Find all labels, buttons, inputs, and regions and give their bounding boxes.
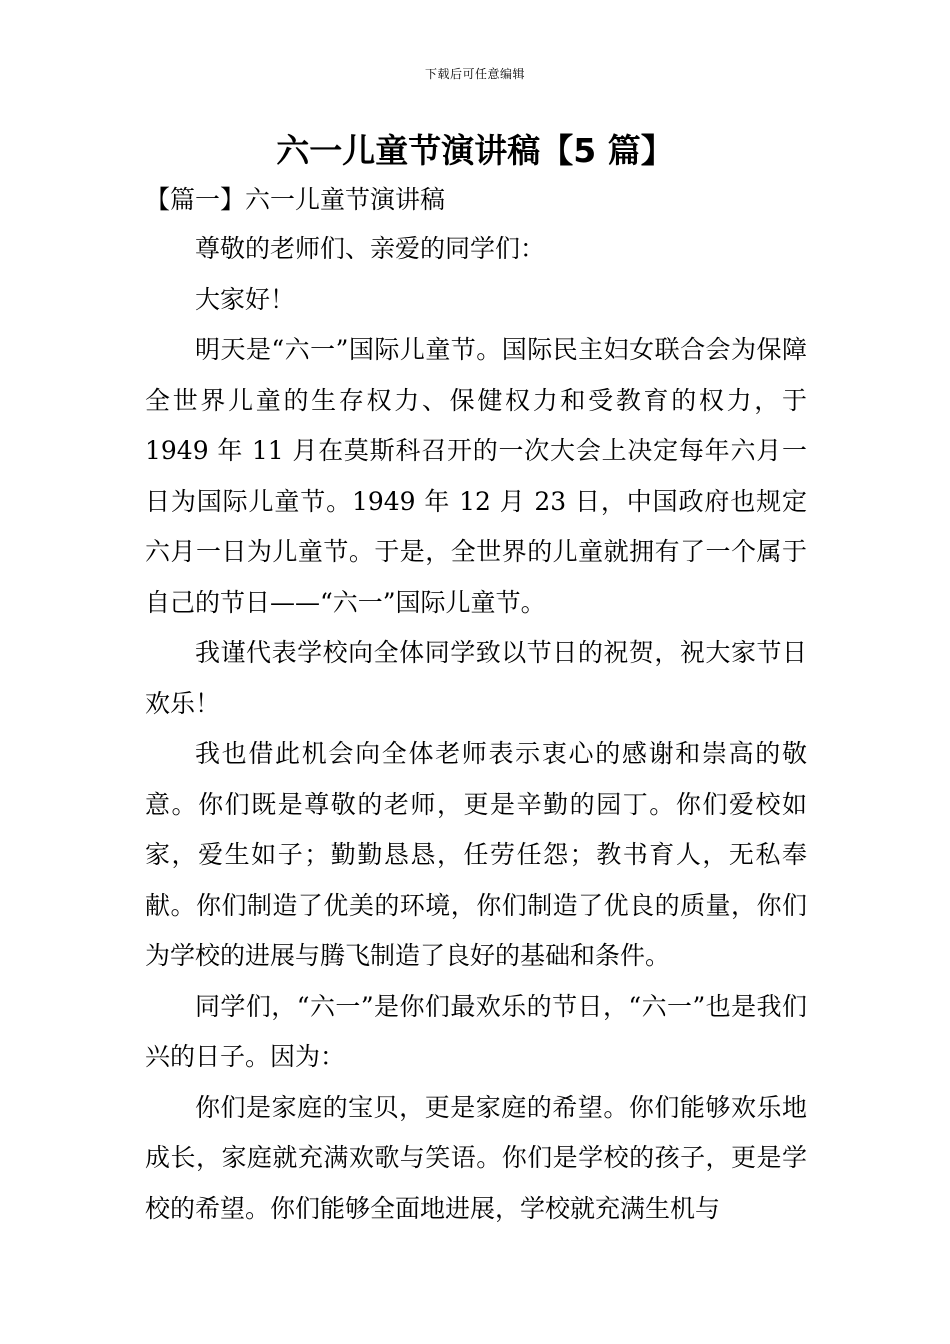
document-title: 六一儿童节演讲稿【5 篇】 <box>276 131 674 170</box>
body-text <box>145 224 807 1234</box>
paragraph: 尊敬的老师们、亲爱的同学们： <box>195 234 546 263</box>
header-note: 下载后可任意编辑 <box>424 67 525 81</box>
paragraph: 我谨代表学校向全体同学致以节日的祝贺，祝大家节日欢乐！ <box>145 638 807 718</box>
paragraph: 你们是家庭的宝贝，更是家庭的希望。你们能够欢乐地成长，家庭就充满欢歌与笑语。你们是学校的孩子，更是学校的希望。你们能够全面地进展，学校就充满生机与 <box>145 1092 807 1223</box>
paragraph: 我也借此机会向全体老师表示衷心的感谢和崇高的敬意。你们既是尊敬的老师，更是辛勤的园丁。你们爱校如家，爱生如子；勤勤恳恳，任劳任怨；教书育人，无私奉献。你们制造了优美的环境，你们制造了优良的质量，你们为学校的进展与腾飞制造了良好的基础和条件。 <box>145 739 807 970</box>
paragraph: 明天是“六一”国际儿童节。国际民主妇女联合会为保障全世界儿童的生存权力、保健权力和受教育的权力，于 1949 年 11 月在莫斯科召开的一次大会上决定每年六月一日为国际儿童节。1949 年 12 月 23 日，中国政府也规定六月一日为儿童节。于是，全世界的儿童就拥有了一个属于自己的节日——“六一”国际儿童节。 <box>145 335 807 617</box>
section-heading: 【篇一】六一儿童节演讲稿 <box>145 185 446 214</box>
paragraph: 同学们，“六一”是你们最欢乐的节日，“六一”也是我们兴的日子。因为： <box>145 991 807 1071</box>
paragraph: 大家好！ <box>195 284 296 314</box>
